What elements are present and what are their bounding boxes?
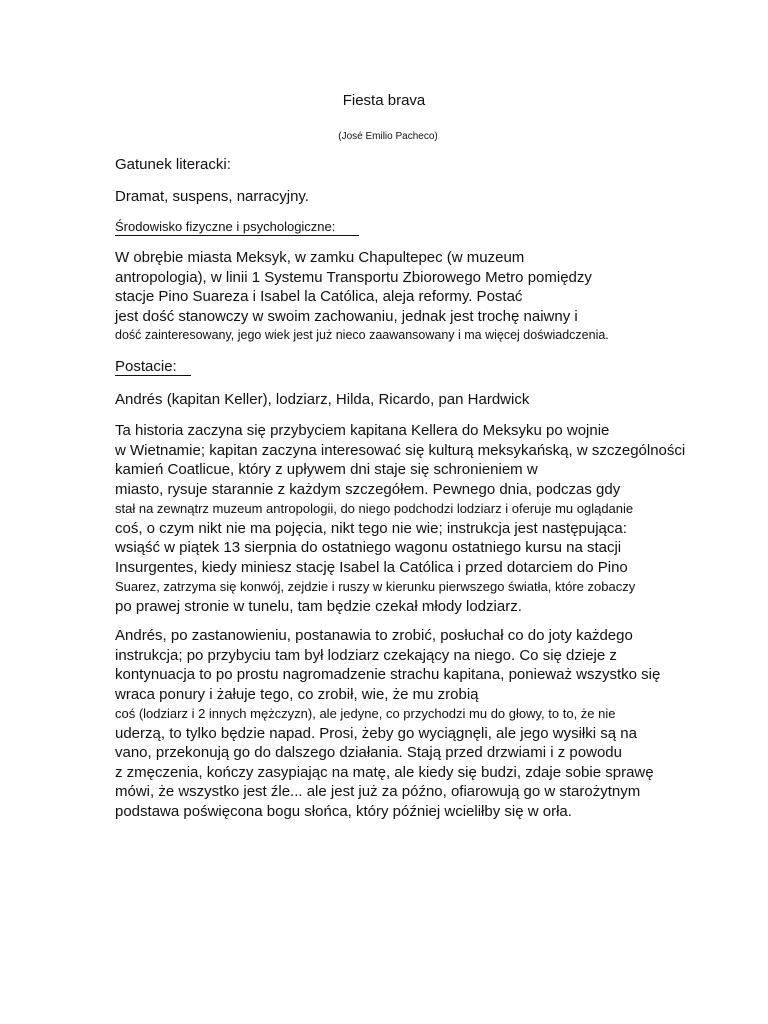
paragraph-line: mówi, że wszystko jest źle... ale jest już za późno, ofiarowują go w starożytnym <box>115 783 641 800</box>
paragraph-line: kontynuacja to po prostu nagromadzenie strachu kapitana, ponieważ wszystko się <box>115 666 661 683</box>
paragraph-line: wsiąść w piątek 13 sierpnia do ostatniego wagonu ostatniego kursu na stacji <box>115 539 622 556</box>
paragraph-line: miasto, rysuje starannie z każdym szczegółem. Pewnego dnia, podczas gdy <box>115 480 621 498</box>
setting-heading-block <box>115 217 359 237</box>
paragraph-line: vano, przekonują go do dalszego działania. Stają przed drzwiami i z powodu <box>115 744 622 761</box>
paragraph-line: kamień Coatlicue, który z upływem dni staje się schronieniem w <box>115 461 538 478</box>
setting-heading: Środowisko fizyczne i psychologiczne: <box>115 219 359 236</box>
setting-line: dość zainteresowany, jego wiek jest już nieco zaawansowany i ma więcej doświadczenia. <box>115 328 609 342</box>
setting-line: stacje Pino Suareza i Isabel la Católica, aleja reformy. Postać <box>115 288 523 305</box>
document-author: (José Emilio Pacheco) <box>338 131 438 142</box>
setting-line: W obrębie miasta Meksyk, w zamku Chapultepec (w muzeum <box>115 249 525 266</box>
paragraph-line: instrukcja; po przybyciu tam był lodziarz czekający na niego. Co się dzieje z <box>115 646 617 664</box>
paragraph-line: po prawej stronie w tunelu, tam będzie czekał młody lodziarz. <box>115 597 522 615</box>
paragraph-line: coś, o czym nikt nie ma pojęcia, nikt tego nie wie; instrukcja jest następująca: <box>115 519 627 537</box>
paragraph-line: stał na zewnątrz muzeum antropologii, do niego podchodzi lodziarz i oferuje mu oglądanie <box>115 501 634 516</box>
document-title: Fiesta brava <box>342 92 426 109</box>
genre-heading: Gatunek literacki: <box>115 156 231 173</box>
characters-heading: Postacie: <box>115 359 191 376</box>
paragraph-line: wraca ponury i żałuje tego, co zrobił, wie, że mu zrobią <box>115 685 479 703</box>
paragraph-2 <box>115 626 660 821</box>
setting-paragraph <box>115 248 609 346</box>
setting-line: jest dość stanowczy w swoim zachowaniu, jednak jest trochę naiwny i <box>115 307 578 325</box>
genre-value-block <box>115 187 309 207</box>
paragraph-line: Suarez, zatrzyma się konwój, zejdzie i ruszy w kierunku pierwszego światła, które zobaczy <box>115 579 636 594</box>
paragraph-line: Andrés, po zastanowieniu, postanawia to zrobić, posłuchał co do joty każdego <box>115 627 633 644</box>
paragraph-line: z zmęczenia, kończy zasypiając na matę, ale kiedy się budzi, zdaje sobie sprawę <box>115 763 654 781</box>
characters-heading-block <box>115 357 191 377</box>
paragraph-line: coś (lodziarz i 2 innych mężczyzn), ale jedyne, co przychodzi mu do głowy, to to, że nie <box>115 706 616 721</box>
paragraph-line: Ta historia zaczyna się przybyciem kapitana Kellera do Meksyku po wojnie <box>115 422 610 439</box>
paragraph-line: w Wietnamie; kapitan zaczyna interesować się kulturą meksykańską, w szczególności <box>115 441 686 459</box>
paragraph-line: podstawa poświęcona bogu słońca, który później wcieliłby się w orła. <box>115 802 572 820</box>
characters-value: Andrés (kapitan Keller), lodziarz, Hilda, Ricardo, pan Hardwick <box>115 391 530 408</box>
genre-value: Dramat, suspens, narracyjny. <box>115 188 309 205</box>
genre-heading-block <box>115 155 231 175</box>
setting-line: antropologia), w linii 1 Systemu Transportu Zbiorowego Metro pomiędzy <box>115 268 592 286</box>
paragraph-line: uderzą, to tylko będzie napad. Prosi, żeby go wyciągnęli, ale jego wysiłki są na <box>115 724 637 742</box>
paragraph-line: Insurgentes, kiedy miniesz stację Isabel la Católica i przed dotarciem do Pino <box>115 558 628 576</box>
paragraph-1 <box>115 421 685 616</box>
characters-value-block <box>115 390 529 410</box>
